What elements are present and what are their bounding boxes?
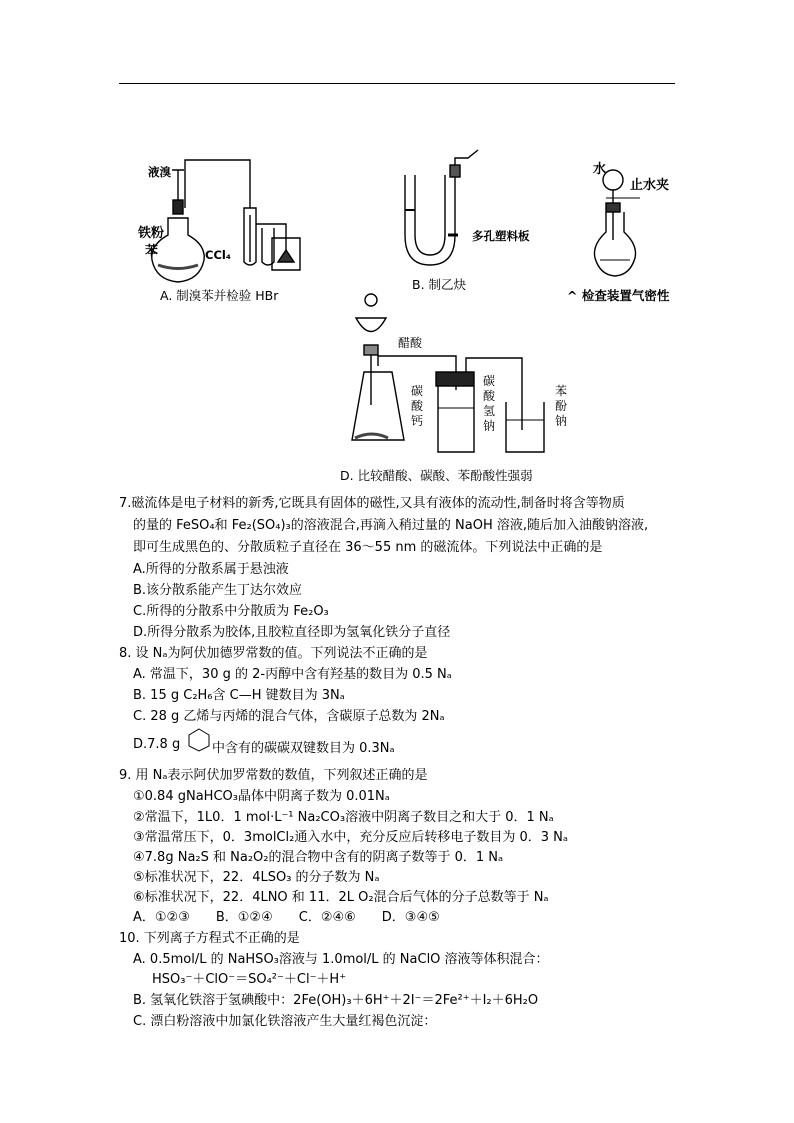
label-nahco3: 碳酸氢钠 (482, 374, 495, 433)
label-benzene: 苯 (145, 244, 159, 259)
q7-stem-line3: 即可生成黑色的、分散质粒子直径在 36～55 nm 的磁流体。下列说法中正确的是 (133, 540, 603, 555)
q8-option-d-suffix: 中含有的碳碳双键数目为 0.3Nₐ (212, 741, 395, 756)
q10-stem: 10. 下列离子方程式不正确的是 (119, 931, 300, 946)
q7-option-b: B.该分散系能产生丁达尔效应 (133, 583, 303, 598)
figure-c-caption: ^ 检查装置气密性 (567, 288, 670, 303)
label-iron-powder: 铁粉 (138, 226, 165, 241)
q9-item-2: ②常温下，1L0．1 mol·L⁻¹ Na₂CO₃溶液中阴离子数目之和大于 0．1 Nₐ (133, 810, 554, 825)
q9-stem: 9. 用 Nₐ表示阿伏加罗常数的数值，下列叙述正确的是 (119, 768, 428, 783)
benzene-ring-icon (186, 727, 212, 753)
label-caco3: 碳酸钙 (410, 384, 423, 428)
figure-d-apparatus (352, 294, 544, 452)
q7-stem-line1: 7.磁流体是电子材料的新秀,它既具有固体的磁性,又具有液体的流动性,制备时将含等物质 (119, 496, 625, 511)
q8-option-c: C. 28 g 乙烯与丙烯的混合气体，含碳原子总数为 2Nₐ (133, 709, 445, 724)
q8-stem: 8. 设 Nₐ为阿伏加德罗常数的值。下列说法不正确的是 (119, 646, 428, 661)
q8-option-d-prefix: D.7.8 g (133, 737, 181, 752)
q8-option-b: B. 15 g C₂H₆含 C—H 键数目为 3Nₐ (133, 688, 345, 703)
q10-option-b: B. 氢氧化铁溶于氢碘酸中：2Fe(OH)₃＋6H⁺＋2I⁻＝2Fe²⁺＋I₂＋6H₂O (133, 993, 539, 1008)
label-water: 水 (593, 162, 607, 177)
q10-option-a: A. 0.5mol/L 的 NaHSO₃溶液与 1.0mol/L 的 NaClO 溶液等体积混合： (133, 952, 549, 967)
figure-b-apparatus (405, 150, 478, 265)
label-clamp: 止水夹 (630, 178, 670, 193)
apparatus-figures (0, 0, 794, 500)
q7-option-d: D.所得分散系为胶体,且胶粒直径即为氢氧化铁分子直径 (133, 625, 451, 640)
figure-a-caption: A. 制溴苯并检验 HBr (160, 288, 279, 303)
figure-b-caption: B. 制乙炔 (412, 277, 467, 292)
q9-item-4: ④7.8g Na₂S 和 Na₂O₂的混合物中含有的阴离子数等于 0．1 Nₐ (133, 850, 504, 865)
q9-item-6: ⑥标准状况下，22．4LNO 和 11．2L O₂混合后气体的分子总数等于 Nₐ (133, 890, 549, 905)
q9-item-1: ①0.84 gNaHCO₃晶体中阴离子数为 0.01Nₐ (133, 789, 390, 804)
figure-a-apparatus (152, 160, 300, 282)
label-phenolate: 苯酚钠 (554, 384, 567, 428)
q10-option-a-equation: HSO₃⁻＋ClO⁻＝SO₄²⁻＋Cl⁻＋H⁺ (152, 972, 347, 987)
q9-item-5: ⑤标准状况下，22．4LSO₃ 的分子数为 Nₐ (133, 870, 380, 885)
q7-option-a: A.所得的分散系属于悬浊液 (133, 562, 289, 577)
q7-stem-line2: 的量的 FeSO₄和 Fe₂(SO₄)₃的溶液混合,再滴入稍过量的 NaOH 溶液,随后加入油酸钠溶液, (133, 518, 649, 533)
q10-option-c: C. 漂白粉溶液中加氯化铁溶液产生大量红褐色沉淀： (133, 1014, 437, 1029)
label-porous-plate: 多孔塑料板 (472, 229, 530, 243)
q9-item-3: ③常温常压下，0．3molCl₂通入水中，充分反应后转移电子数目为 0．3 Nₐ (133, 830, 568, 845)
q8-option-a: A. 常温下，30 g 的 2-丙醇中含有羟基的数目为 0.5 Nₐ (133, 667, 452, 682)
label-ccl4: CCl₄ (205, 248, 231, 262)
label-liquid-bromine: 液溴 (148, 165, 171, 179)
q9-options: A．①②③ B．①②④ C．②④⑥ D．③④⑤ (133, 910, 440, 925)
figure-d-caption: D. 比较醋酸、碳酸、苯酚酸性强弱 (340, 468, 533, 483)
label-acetic-acid: 醋酸 (398, 336, 423, 350)
q7-option-c: C.所得的分散系中分散质为 Fe₂O₃ (133, 604, 329, 619)
